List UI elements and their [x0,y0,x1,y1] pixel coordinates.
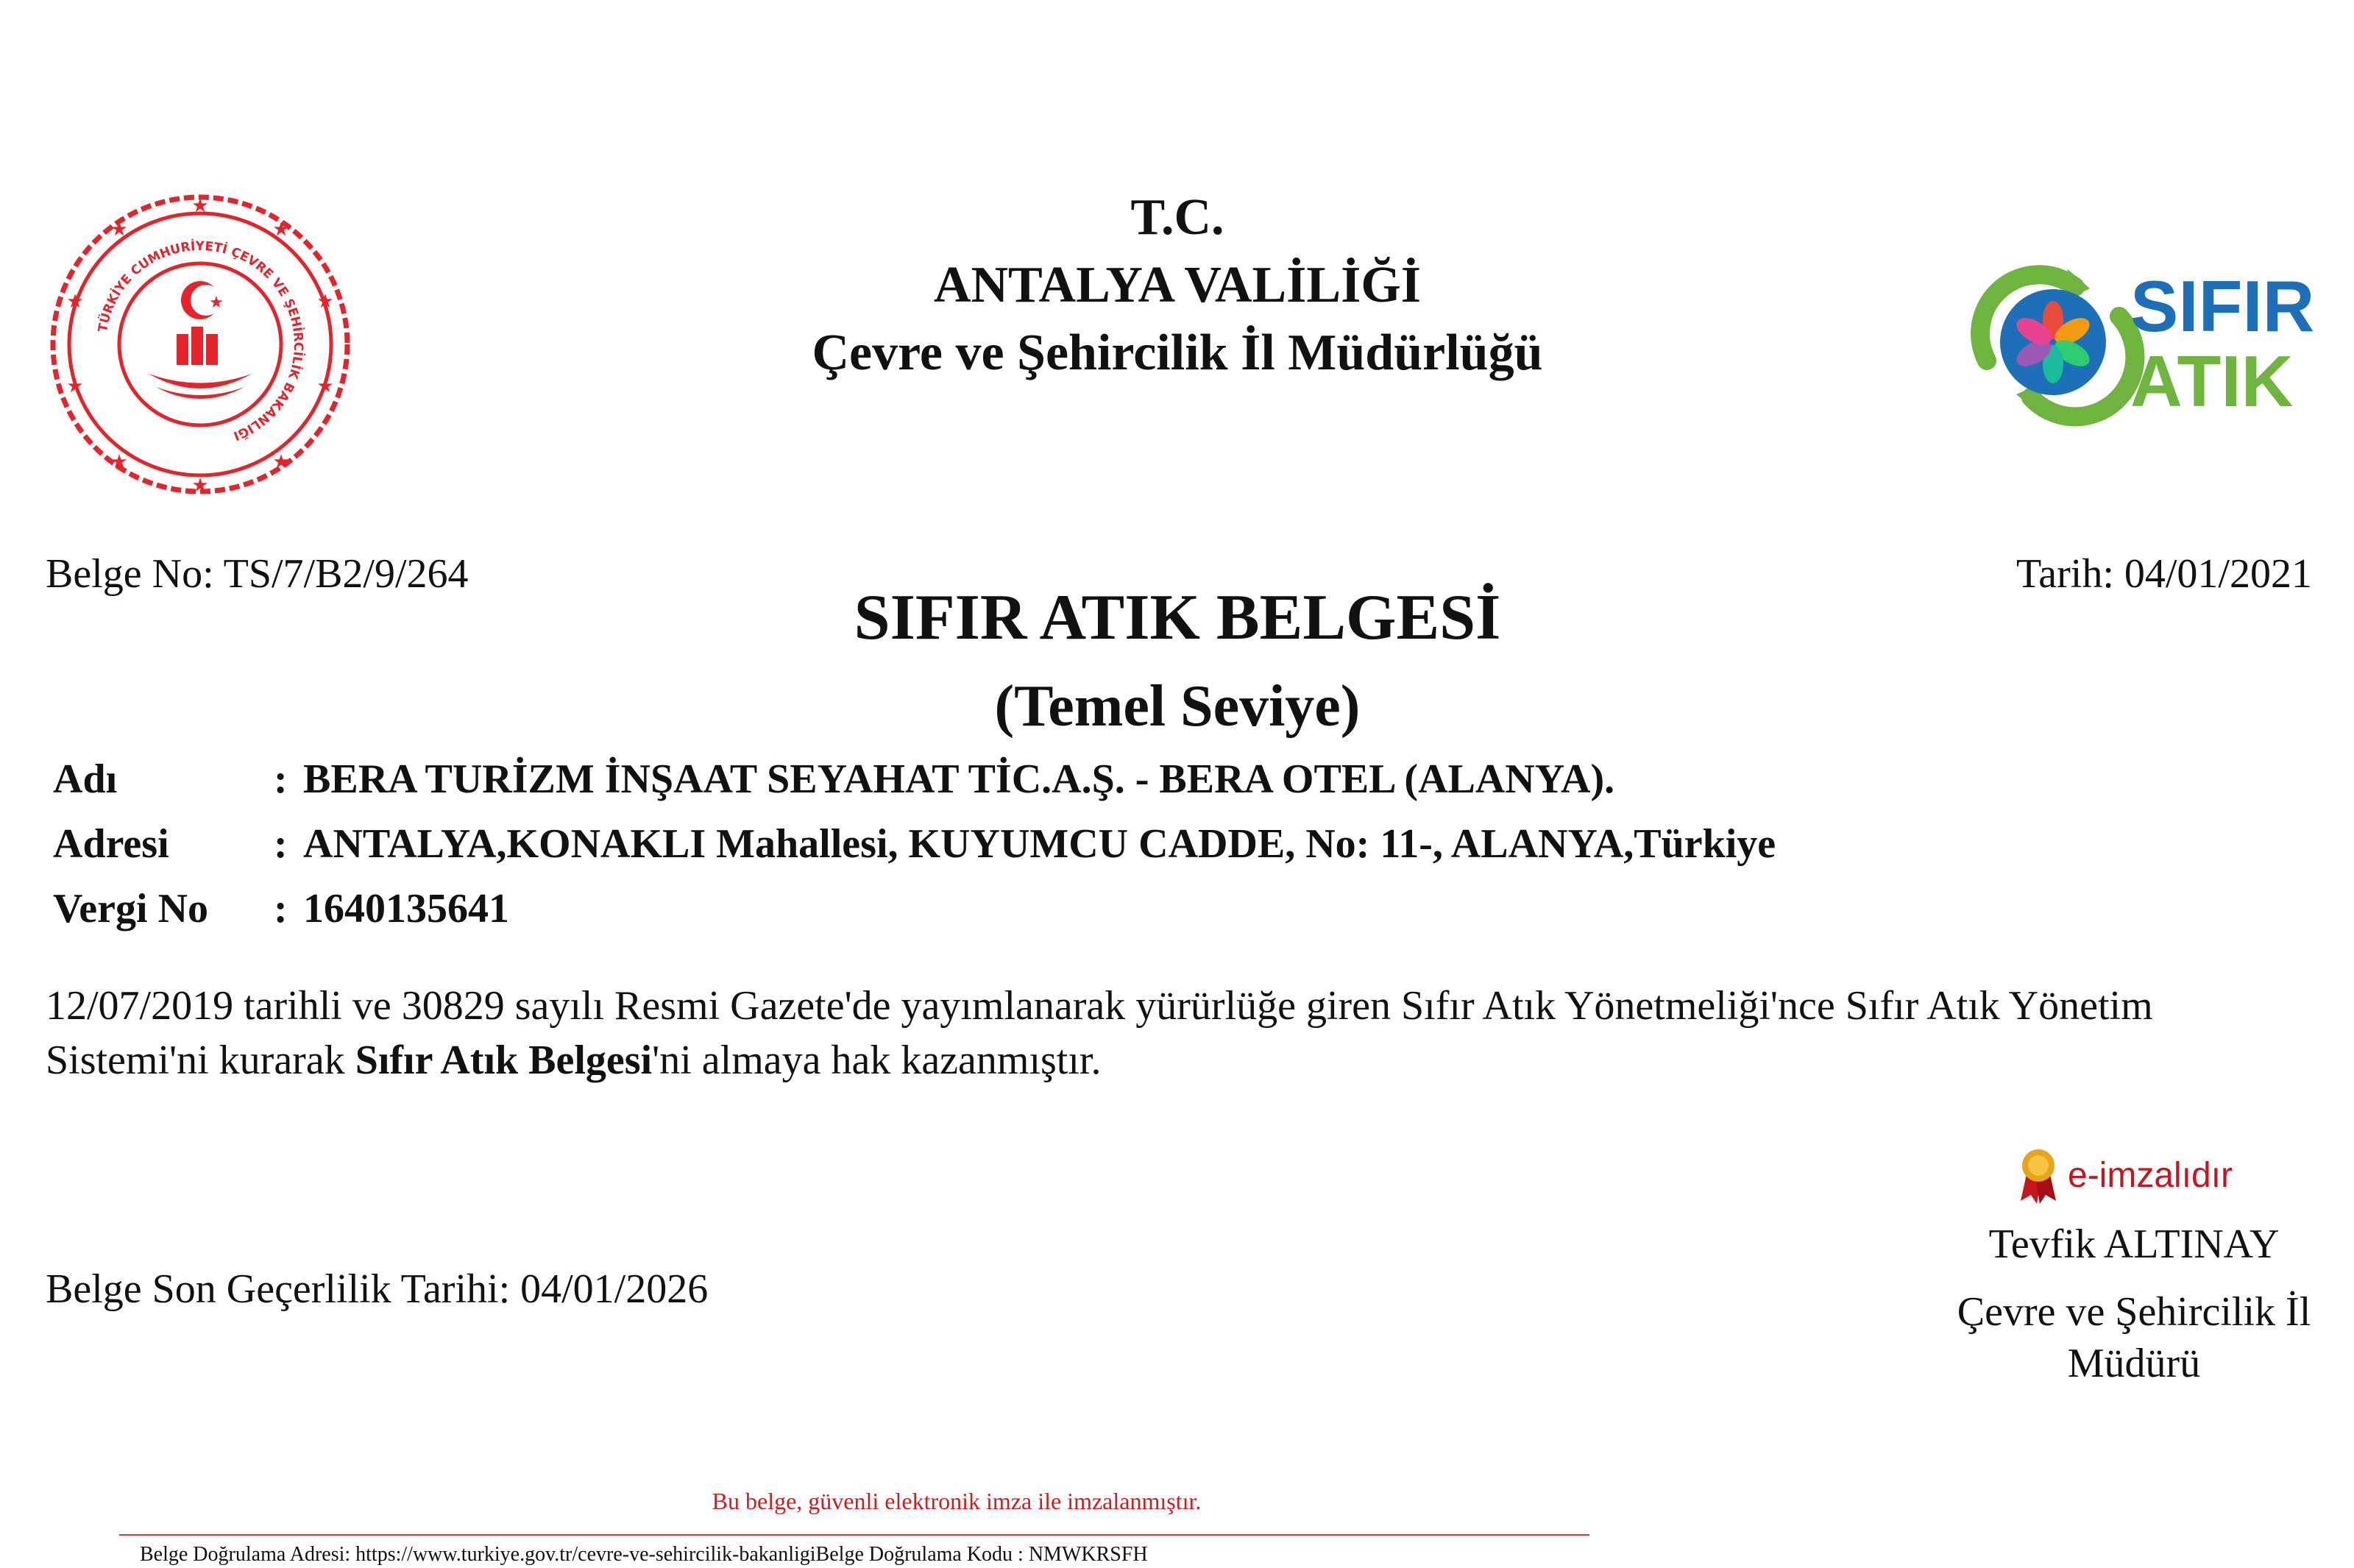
header-tc: T.C. [1130,189,1224,246]
svg-text:★: ★ [272,451,290,472]
svg-text:★: ★ [66,291,84,312]
field-value: 1640135641 [303,886,509,932]
logo-word-atik: ATIK [2130,341,2294,422]
signer-name: Tevfik ALTINAY [1988,1221,2280,1267]
signer-block [1913,1218,2354,1389]
document-subtitle: (Temel Seviye) [994,674,1361,739]
paragraph-bold-text: Sıfır Atık Belgesi [355,1037,653,1083]
validity-date: Belge Son Geçerlilik Tarihi: 04/01/2026 [46,1266,709,1312]
e-signature-stamp [2016,1146,2252,1205]
footer-divider [119,1534,1589,1536]
e-signature-note: Bu belge, güvenli elektronik imza ile imzalanmıştır. [712,1488,1202,1514]
company-fields [53,747,1776,941]
sifir-atik-logo [1943,250,2325,427]
field-row-tax-number [53,876,1776,941]
document-date: Tarih: 04/01/2021 [2016,551,2312,597]
field-colon: : [274,821,288,867]
logo-word-sifir: SIFIR [2130,266,2315,347]
ribbon-badge-icon [2016,1146,2060,1205]
svg-text:★: ★ [272,219,290,240]
field-label: Vergi No [53,886,209,932]
document-title: SIFIR ATIK BELGESİ [854,582,1501,653]
field-value: ANTALYA,KONAKLI Mahallesi, KUYUMCU CADDE, No: 11-, ALANYA,Türkiye [303,821,1776,867]
seal-ring-text: TÜRKİYE CUMHURİYETİ ÇEVRE VE ŞEHİRCİLİK BAKANLIĞI [96,238,306,444]
field-value: BERA TURİZM İNŞAAT SEYAHAT TİC.A.Ş. - BERA OTEL (ALANYA). [303,756,1615,802]
ministry-seal-logo [46,190,355,499]
svg-text:★: ★ [316,375,334,397]
field-row-name [53,747,1776,812]
svg-text:★: ★ [316,291,334,312]
e-signed-label: e-imzalıdır [2068,1156,2233,1195]
svg-text:★: ★ [191,195,209,216]
field-row-address [53,812,1776,876]
svg-text:★: ★ [209,293,224,311]
document-title-block [662,574,1692,751]
header-governorship: ANTALYA VALİLİĞİ [933,257,1422,313]
signer-title-line1: Çevre ve Şehircilik İl [1957,1289,2311,1335]
field-colon: : [274,886,288,932]
document-header [515,184,1840,387]
svg-text:★: ★ [66,375,84,397]
signer-title-line2: Müdürü [2067,1341,2201,1386]
svg-text:★: ★ [110,451,128,472]
document-number: Belge No: TS/7/B2/9/264 [46,551,469,597]
field-label: Adı [53,756,118,802]
certificate-paragraph [46,979,2283,1088]
header-directorate: Çevre ve Şehircilik İl Müdürlüğü [812,324,1543,381]
paragraph-text-end: 'ni almaya hak kazanmıştır. [652,1037,1102,1083]
verification-info: Belge Doğrulama Adresi: https://www.turkiye.gov.tr/cevre-ve-sehircilik-bakanligiBelge Doğrulama Kodu : NMWKRSFH [140,1543,1148,1566]
svg-text:★: ★ [191,475,209,496]
field-colon: : [274,756,288,802]
field-label: Adresi [53,821,169,867]
svg-text:★: ★ [110,219,128,240]
paragraph-text: 12/07/2019 tarihli ve 30829 sayılı Resmi Gazete'de yayımlanarak yürürlüğe giren Sıfır Atık Yönetmeliği'nce Sıfır Atık Yönetim Sistemi'ni kurarak [46,983,2153,1083]
